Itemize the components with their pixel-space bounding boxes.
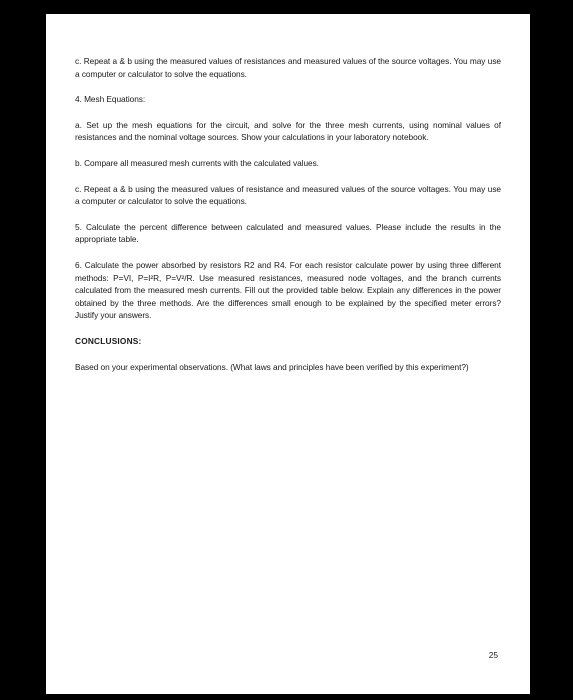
paragraph-percent-difference: 5. Calculate the percent difference between calculated and measured values. Please include the results in the appropriate table. xyxy=(75,221,501,245)
conclusions-heading: CONCLUSIONS: xyxy=(75,335,142,346)
paragraph-power-absorbed: 6. Calculate the power absorbed by resistors R2 and R4. For each resistor calculate power by using three different methods: P=VI, P=I²R, P=V²/R. Use measured resistances, measured node voltages, and the branch currents calculated from the measured mesh currents. Fill out the provided table below. Explain any differences in the power obtained by the three methods. Are the differences small enough to be explained by the specified meter errors? Justify your answers. xyxy=(75,259,501,321)
page-content xyxy=(75,55,501,386)
paragraph-setup-mesh-equations: a. Set up the mesh equations for the circuit, and solve for the three mesh currents, using nominal values of resistances and the nominal voltage sources. Show your calculations in your laboratory notebook. xyxy=(75,119,501,143)
document-page xyxy=(46,14,530,694)
paragraph-conclusions-prompt: Based on your experimental observations. (What laws and principles have been verified by this experiment?) xyxy=(75,361,469,372)
paragraph-repeat-resistance: c. Repeat a & b using the measured values of resistance and measured values of the source voltages. You may use a computer or calculator to solve the equations. xyxy=(75,183,501,207)
page-number: 25 xyxy=(488,650,498,660)
paragraph-mesh-equations-heading: 4. Mesh Equations: xyxy=(75,94,146,105)
paragraph-repeat-resistances: c. Repeat a & b using the measured values of resistances and measured values of the source voltages. You may use a computer or calculator to solve the equations. xyxy=(75,56,501,79)
paragraph-compare-mesh-currents: b. Compare all measured mesh currents with the calculated values. xyxy=(75,157,319,168)
